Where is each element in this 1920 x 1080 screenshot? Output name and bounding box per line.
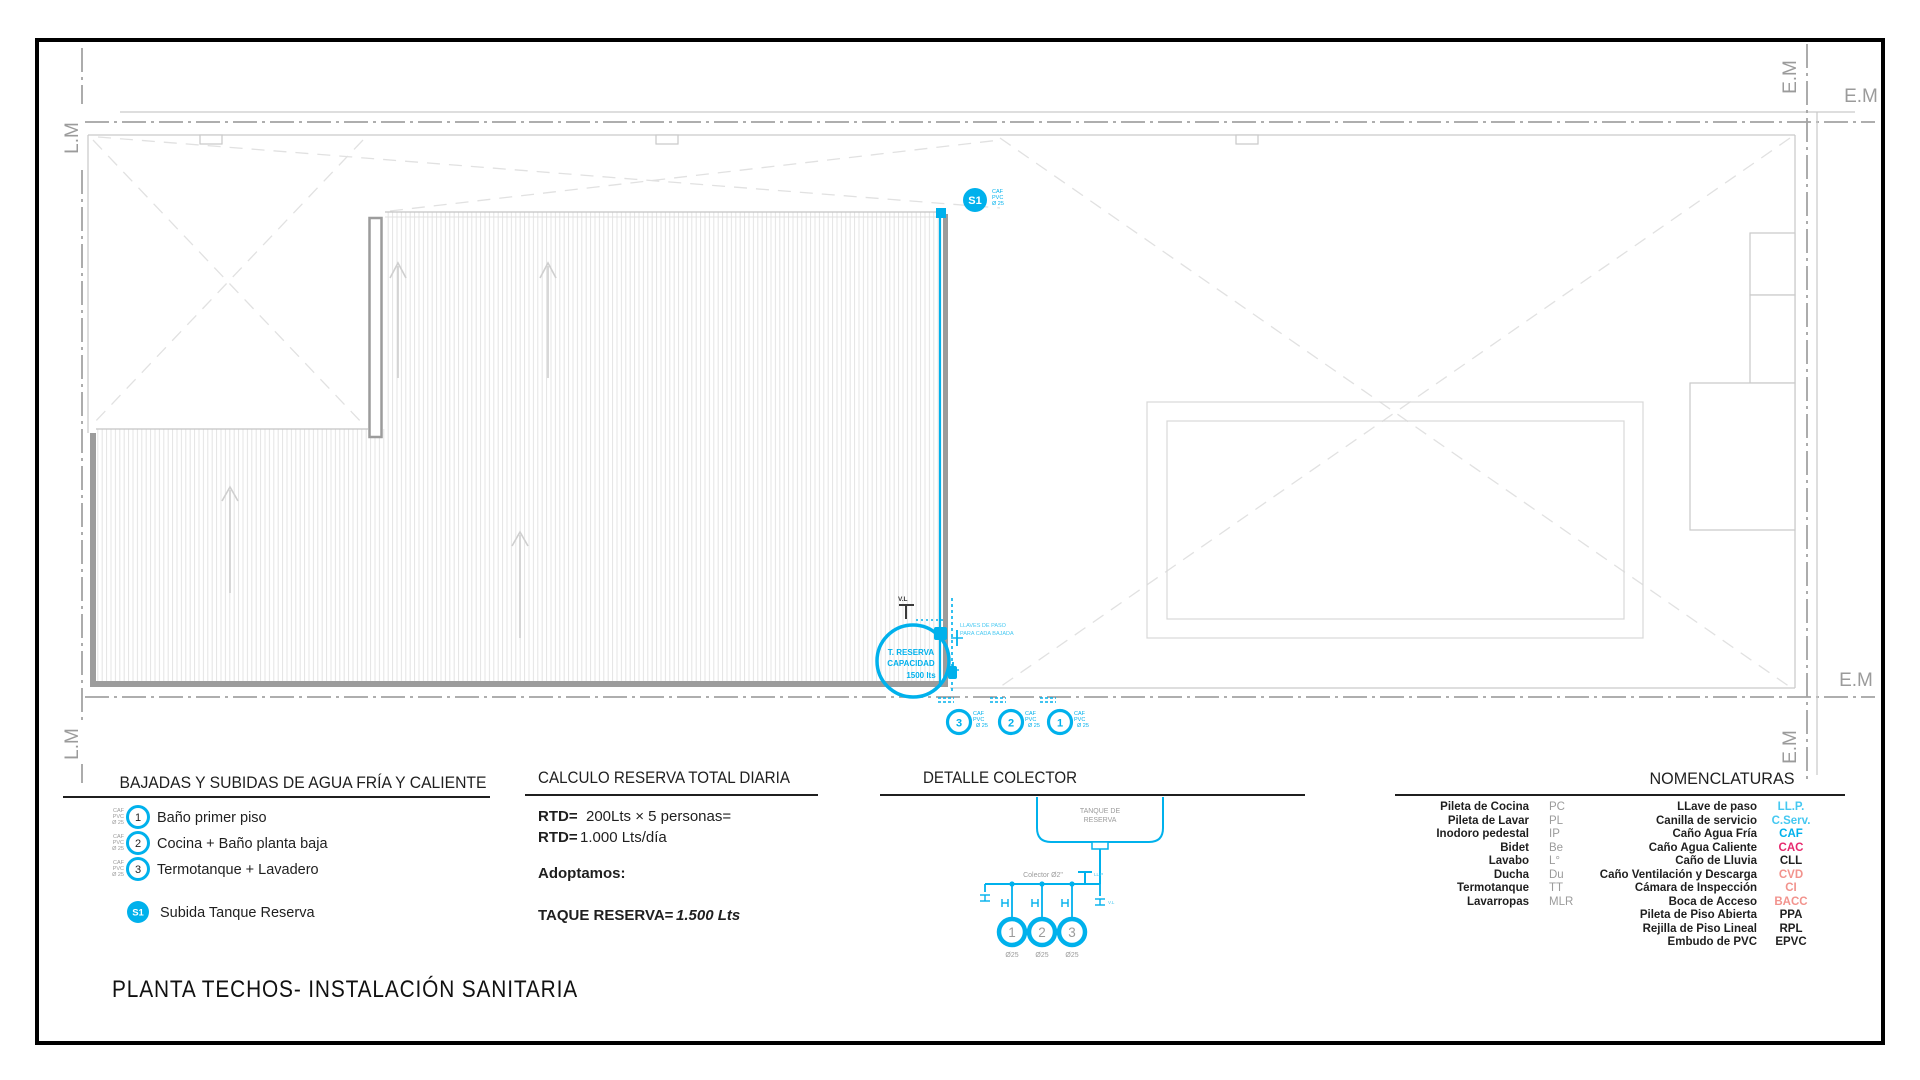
svg-text:Ø 25: Ø 25	[112, 872, 124, 878]
svg-text:Ø 25: Ø 25	[112, 820, 124, 826]
svg-text:Baño primer piso: Baño primer piso	[157, 810, 267, 826]
svg-text:3: 3	[1068, 925, 1076, 940]
svg-text:1: 1	[134, 812, 142, 824]
svg-text:1: 1	[1056, 717, 1064, 730]
vent-label: V.L	[898, 596, 908, 603]
svg-text:Caño Agua Caliente: Caño Agua Caliente	[1648, 842, 1757, 854]
svg-text:TT: TT	[1549, 882, 1564, 894]
legend-item-2	[112, 833, 328, 854]
downpipe-3	[948, 711, 988, 734]
svg-text:Cocina + Baño planta baja: Cocina + Baño planta baja	[157, 836, 328, 852]
collector-outlet-1	[999, 919, 1025, 959]
adopt-label: Adoptamos:	[538, 865, 626, 882]
legend-title: BAJADAS Y SUBIDAS DE AGUA FRÍA Y CALIENTE	[119, 774, 506, 792]
svg-text:LLave de paso: LLave de paso	[1677, 801, 1757, 813]
svg-text:Termotanque + Lavadero: Termotanque + Lavadero	[157, 862, 319, 878]
legend-section	[63, 773, 506, 923]
svg-text:CAF: CAF	[1074, 711, 1085, 717]
svg-text:PL: PL	[1549, 815, 1564, 827]
svg-text:Ducha: Ducha	[1493, 869, 1529, 881]
svg-text:Ø 25: Ø 25	[1077, 723, 1089, 729]
svg-text:CAF: CAF	[1025, 711, 1036, 717]
svg-text:CAF: CAF	[113, 860, 124, 866]
svg-text:Boca de Acceso: Boca de Acceso	[1668, 896, 1757, 908]
calc-title: CALCULO RESERVA TOTAL DIARIA	[538, 769, 790, 787]
legend-item-3	[112, 859, 319, 880]
svg-text:PVC: PVC	[1074, 717, 1086, 723]
nomenclature-section	[1395, 770, 1845, 948]
collector-tank-label1: TANQUE DE	[1079, 808, 1121, 815]
calc-section	[525, 769, 818, 924]
svg-text:Caño de Lluvia: Caño de Lluvia	[1675, 855, 1757, 867]
svg-text:Du: Du	[1549, 869, 1564, 881]
em-label-side-top: E.M	[1780, 60, 1801, 94]
svg-text:PVC: PVC	[1025, 717, 1037, 723]
svg-text:CVD: CVD	[1778, 869, 1804, 881]
svg-text:EPVC: EPVC	[1775, 936, 1807, 948]
collector-right-valve-label: V.L	[1108, 900, 1115, 905]
svg-text:LL.P.: LL.P.	[1777, 801, 1805, 813]
pool	[1147, 402, 1643, 638]
downpipe-2	[1000, 711, 1040, 734]
svg-text:CAF: CAF	[973, 711, 984, 717]
svg-text:CLL: CLL	[1779, 855, 1803, 867]
collector-section	[880, 769, 1305, 959]
collector-drops	[1002, 881, 1075, 919]
svg-text:2: 2	[1007, 717, 1015, 730]
svg-text:Inodoro pedestal: Inodoro pedestal	[1436, 828, 1529, 840]
svg-text:Bidet: Bidet	[1500, 842, 1529, 854]
svg-text:2: 2	[1038, 925, 1046, 940]
svg-text:Lavarropas: Lavarropas	[1466, 896, 1529, 908]
svg-text:Caño Agua Fría: Caño Agua Fría	[1672, 828, 1757, 840]
legend-item-s1	[127, 901, 315, 923]
collector-title: DETALLE COLECTOR	[923, 769, 1078, 787]
lm-label-bottom: L.M	[62, 728, 83, 760]
downpipe-1	[1049, 711, 1089, 734]
svg-text:RESERVA: RESERVA	[1083, 817, 1117, 824]
page-title: PLANTA TECHOS- INSTALACIÓN SANITARIA	[112, 976, 578, 1003]
tank-label: TAQUE RESERVA=	[538, 907, 674, 924]
riser-s1-num: S1	[968, 195, 982, 207]
svg-text:Subida Tanque Reserva: Subida Tanque Reserva	[160, 905, 315, 921]
collector-pipe-label: Colector Ø2"	[1023, 872, 1063, 879]
svg-text:Embudo de PVC: Embudo de PVC	[1667, 936, 1757, 948]
downpipe-markers	[938, 698, 1089, 734]
tank-value: 1.500 Lts	[676, 907, 741, 924]
svg-text:Be: Be	[1549, 842, 1564, 854]
svg-text:3: 3	[955, 717, 963, 730]
svg-text:BACC: BACC	[1774, 896, 1808, 908]
svg-text:CAF: CAF	[113, 834, 124, 840]
svg-text:CI: CI	[1785, 882, 1797, 894]
collector-outlet-2	[1029, 919, 1055, 959]
svg-text:PVC: PVC	[112, 840, 124, 846]
svg-text:S1: S1	[132, 907, 144, 919]
svg-text:CAPACIDAD: CAPACIDAD	[887, 659, 935, 668]
svg-text:Pileta de Piso Abierta: Pileta de Piso Abierta	[1639, 909, 1757, 921]
svg-text:IP: IP	[1549, 828, 1560, 840]
nomenclature-left-column	[1436, 801, 1573, 908]
riser-pipe-label: CAF	[992, 189, 1003, 195]
legend-item-1	[112, 807, 267, 828]
rtd1-value: 200Lts × 5 personas=	[586, 808, 732, 825]
em-label-bottom-right: E.M	[1839, 670, 1873, 691]
svg-text:2: 2	[134, 838, 142, 850]
svg-text:Pileta de Lavar: Pileta de Lavar	[1447, 815, 1529, 827]
service-boxes	[1690, 233, 1795, 530]
rtd2-value: 1.000 Lts/día	[580, 829, 667, 846]
rtd2-label: RTD=	[538, 829, 578, 846]
nomenclature-right-column	[1600, 801, 1811, 948]
svg-text:3: 3	[134, 864, 142, 876]
svg-text:Lavabo: Lavabo	[1488, 855, 1529, 867]
svg-text:Ø 25: Ø 25	[1028, 723, 1040, 729]
svg-text:Rejilla de Piso Lineal: Rejilla de Piso Lineal	[1642, 923, 1757, 935]
rtd1-label: RTD=	[538, 808, 578, 825]
svg-text:PARA CADA BAJADA: PARA CADA BAJADA	[960, 631, 1014, 637]
svg-text:MLR: MLR	[1549, 896, 1574, 908]
collector-outlet-3	[1059, 919, 1085, 959]
svg-text:CAC: CAC	[1778, 842, 1804, 854]
svg-text:PC: PC	[1549, 801, 1565, 813]
svg-text:Ø25: Ø25	[1065, 952, 1079, 959]
svg-text:Caño Ventilación y Descarga: Caño Ventilación y Descarga	[1599, 869, 1757, 881]
svg-text:PVC: PVC	[992, 195, 1004, 201]
svg-text:PVC: PVC	[973, 717, 985, 723]
roof-hatch	[96, 212, 941, 686]
svg-text:L°: L°	[1549, 855, 1560, 867]
svg-text:PPA: PPA	[1779, 909, 1803, 921]
lm-label-top: L.M	[62, 122, 83, 154]
svg-text:Cámara de Inspección: Cámara de Inspección	[1634, 882, 1757, 894]
svg-text:Ø25: Ø25	[1005, 952, 1019, 959]
svg-text:Ø 25: Ø 25	[112, 846, 124, 852]
svg-text:PVC: PVC	[112, 866, 124, 872]
svg-text:Canilla de servicio: Canilla de servicio	[1656, 815, 1757, 827]
svg-text:Termotanque: Termotanque	[1457, 882, 1529, 894]
valves-note: LLAVES DE PASO	[960, 623, 1006, 629]
svg-text:Pileta de Cocina: Pileta de Cocina	[1440, 801, 1529, 813]
em-label-side-bottom: E.M	[1780, 730, 1801, 764]
svg-text:1500 lts: 1500 lts	[906, 671, 936, 680]
svg-text:RPL: RPL	[1779, 923, 1803, 935]
svg-text:CAF: CAF	[1779, 828, 1803, 840]
reserve-tank-line1: T. RESERVA	[887, 648, 935, 657]
svg-text:CAF: CAF	[113, 808, 124, 814]
svg-text:Ø25: Ø25	[1035, 952, 1049, 959]
nomenclature-title: NOMENCLATURAS	[1649, 770, 1795, 788]
svg-text:C.Serv.: C.Serv.	[1771, 815, 1811, 827]
em-label-top-right: E.M	[1844, 86, 1878, 107]
svg-text:Ø 25: Ø 25	[992, 201, 1004, 207]
svg-text:PVC: PVC	[112, 814, 124, 820]
collector-top-valve-label: LL.P	[1094, 872, 1104, 877]
svg-text:1: 1	[1008, 925, 1016, 940]
svg-text:Ø 25: Ø 25	[976, 723, 988, 729]
